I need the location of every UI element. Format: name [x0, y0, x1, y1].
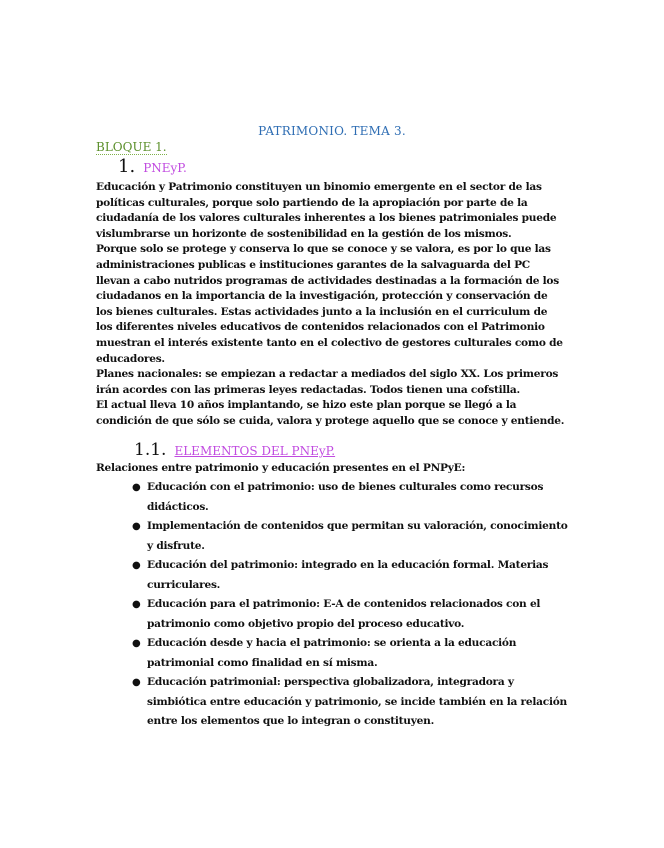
- section-1-1-intro: Relaciones entre patrimonio y educación presentes en el PNPyE:: [96, 462, 466, 474]
- bullet-icon: ●: [132, 638, 141, 649]
- section-1-heading: [118, 156, 187, 177]
- list-item: ● Educación del patrimonio: integrado en la educación formal. Materias curriculares.: [130, 556, 570, 595]
- section-1-body: [96, 180, 566, 430]
- bullet-list: [130, 478, 570, 732]
- list-item: ● Educación desde y hacia el patrimonio: se orienta a la educación patrimonial como finalidad en sí misma.: [130, 634, 570, 673]
- bullet-icon: ●: [132, 560, 141, 571]
- bloque-heading: BLOQUE 1.: [96, 140, 167, 154]
- section-1-number: 1.: [118, 156, 136, 177]
- paragraph: El actual lleva 10 años implantando, se hizo este plan porque se llegó a la condición de que sólo se cuida, valora y protege aquello que se conoce y entiende.: [96, 399, 565, 427]
- section-1-1-number: 1.1.: [134, 440, 167, 460]
- paragraph: Porque solo se protege y conserva lo que se conoce y se valora, es por lo que las administraciones publicas e instituciones garantes de la salvaguarda del PC llevan a cabo nutridos programas de actividades destinadas a la formación de los ciudadanos en la importancia de la investigación, protección y conservación de los bienes culturales. Estas actividades junto a la inclusión en el curriculum de los diferentes niveles educativos de contenidos relacionados con el Patrimonio muestran el interés existente tanto en el colectivo de gestores culturales como de educadores.: [96, 243, 563, 365]
- section-1-1-title: ELEMENTOS DEL PNEyP.: [174, 444, 336, 458]
- page-title: PATRIMONIO. TEMA 3.: [258, 124, 406, 138]
- bullet-icon: ●: [132, 521, 141, 532]
- paragraph: Educación y Patrimonio constituyen un binomio emergente en el sector de las políticas culturales, porque solo partiendo de la apropiación por parte de la ciudadanía de los valores culturales inherentes a los bienes patrimoniales puede vislumbrarse un horizonte de sostenibilidad en la gestión de los mismos.: [96, 181, 557, 240]
- section-1-title: PNEyP.: [143, 161, 187, 175]
- list-item: ● Educación con el patrimonio: uso de bienes culturales como recursos didácticos.: [130, 478, 570, 517]
- bullet-icon: ●: [132, 677, 141, 688]
- bullet-icon: ●: [132, 599, 141, 610]
- bullet-icon: ●: [132, 482, 141, 493]
- list-item: ● Educación para el patrimonio: E-A de contenidos relacionados con el patrimonio como objetivo propio del proceso educativo.: [130, 595, 570, 634]
- list-item: ● Implementación de contenidos que permitan su valoración, conocimiento y disfrute.: [130, 517, 570, 556]
- section-1-1-heading: [134, 440, 335, 460]
- list-item: ● Educación patrimonial: perspectiva globalizadora, integradora y simbiótica entre educación y patrimonio, se incide también en la relación entre los elementos que lo integran o constituyen.: [130, 673, 570, 732]
- paragraph: Planes nacionales: se empiezan a redactar a mediados del siglo XX. Los primeros irán acordes con las primeras leyes redactadas. Todos tienen una cofstilla.: [96, 368, 559, 396]
